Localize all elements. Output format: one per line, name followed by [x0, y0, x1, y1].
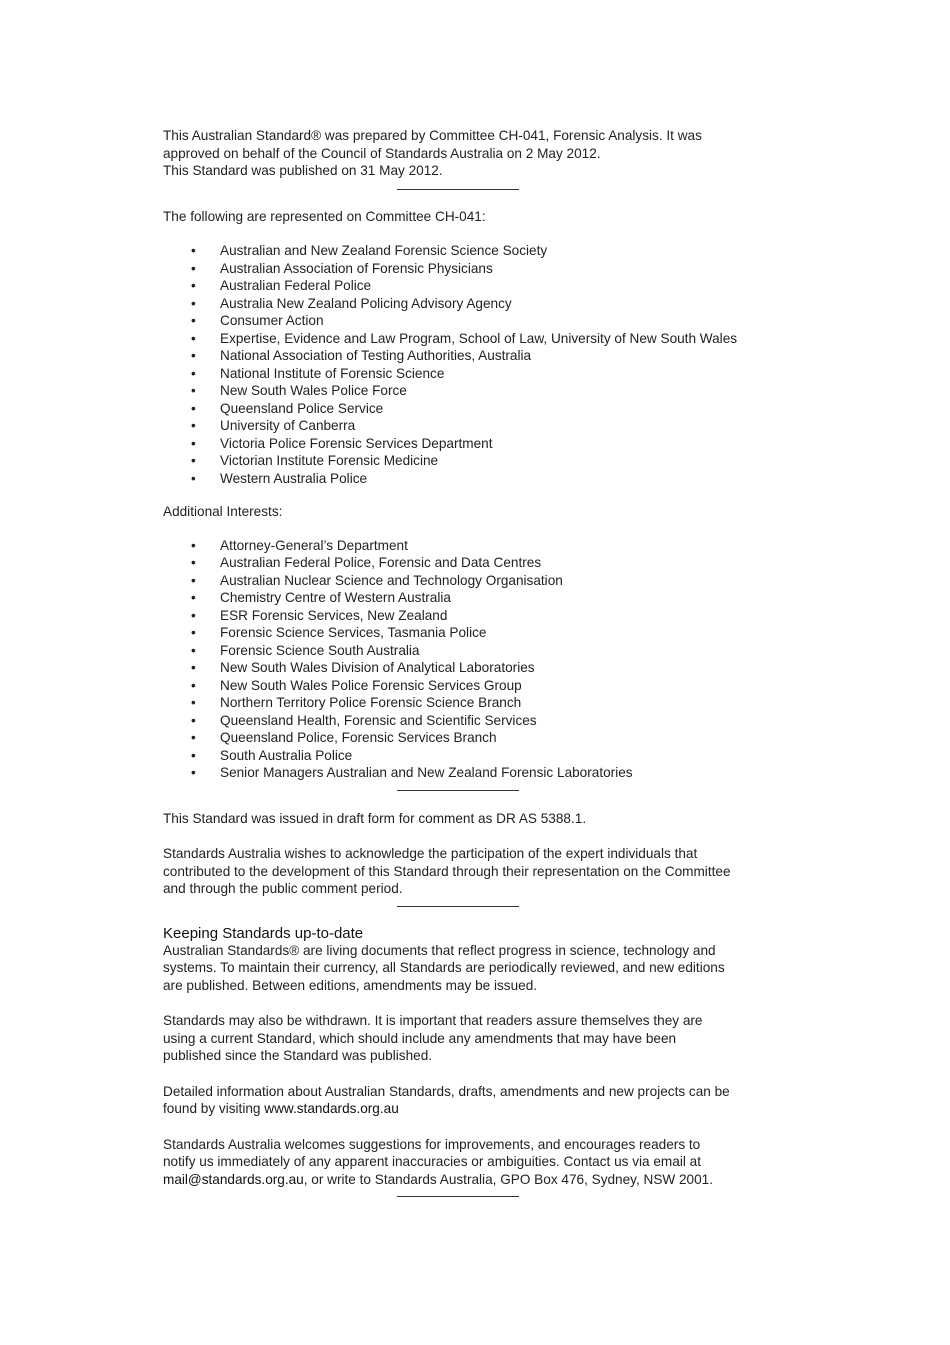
list-item	[163, 242, 763, 260]
committee-member-list	[163, 242, 763, 487]
list-item-text: South Australia Police	[220, 747, 353, 763]
paragraph-line: Detailed information about Australian Standards, drafts, amendments and new projects can be	[163, 1083, 730, 1099]
list-item	[163, 764, 763, 782]
list-item	[163, 712, 763, 730]
list-item	[163, 554, 763, 572]
list-item-text: Attorney-General’s Department	[220, 537, 408, 553]
list-item-text: Queensland Police, Forensic Services Branch	[220, 730, 497, 745]
list-item-text: Australian Federal Police	[220, 278, 372, 293]
keeping-standards-heading: Keeping Standards up-to-date	[163, 924, 364, 942]
paragraph-line: systems. To maintain their currency, all Standards are periodically reviewed, and new editions	[163, 960, 725, 975]
paragraph-line: are published. Between editions, amendments may be issued.	[163, 977, 538, 993]
list-item	[163, 694, 763, 712]
list-item-text: Queensland Police Service	[220, 400, 384, 416]
bullet-icon: •	[191, 313, 196, 328]
list-item	[163, 452, 763, 470]
list-item	[163, 624, 763, 642]
bullet-icon: •	[191, 400, 196, 416]
bullet-icon: •	[191, 453, 196, 468]
list-item-text: Western Australia Police	[220, 470, 368, 486]
acknowledgement-line: Standards Australia wishes to acknowledge the participation of the expert individuals that	[163, 846, 698, 861]
list-item	[163, 312, 763, 330]
bullet-icon: •	[191, 590, 196, 605]
list-item-text: New South Wales Police Forensic Services Group	[220, 677, 522, 693]
list-item	[163, 747, 763, 765]
bullet-icon: •	[191, 537, 196, 553]
list-item-text: Australian Federal Police, Forensic and Data Centres	[220, 555, 542, 570]
paragraph-line: published since the Standard was published.	[163, 1048, 433, 1063]
list-item	[163, 400, 763, 418]
bullet-icon: •	[191, 435, 196, 451]
list-item	[163, 347, 763, 365]
acknowledgement-line: contributed to the development of this Standard through their representation on the Committee	[163, 863, 731, 879]
list-item-text: Queensland Health, Forensic and Scientific Services	[220, 712, 537, 728]
list-item-text: National Institute of Forensic Science	[220, 365, 445, 381]
acknowledgement-line: and through the public comment period.	[163, 881, 403, 896]
bullet-icon: •	[191, 747, 196, 763]
committee-heading: The following are represented on Committee CH-041:	[163, 208, 486, 224]
list-item	[163, 365, 763, 383]
paragraph-line: using a current Standard, which should include any amendments that may have been	[163, 1030, 677, 1046]
paragraph-line: Standards may also be withdrawn. It is important that readers assure themselves they are	[163, 1013, 703, 1028]
list-item	[163, 642, 763, 660]
additional-interests-heading: Additional Interests:	[163, 504, 283, 519]
bullet-icon: •	[191, 470, 196, 486]
list-item-text: Consumer Action	[220, 313, 324, 328]
paragraph-line	[163, 1171, 763, 1189]
list-item	[163, 330, 763, 348]
list-item	[163, 260, 763, 278]
paragraph-line: Standards Australia welcomes suggestions for improvements, and encourages readers to	[163, 1136, 701, 1152]
bullet-icon: •	[191, 260, 196, 276]
additional-interests-list	[163, 537, 763, 782]
list-item	[163, 589, 763, 607]
list-item	[163, 659, 763, 677]
list-item-text: ESR Forensic Services, New Zealand	[220, 607, 448, 623]
list-item	[163, 537, 763, 555]
list-item-text: New South Wales Police Force	[220, 383, 407, 398]
bullet-icon: •	[191, 712, 196, 728]
bullet-icon: •	[191, 348, 196, 363]
keeping-paragraph-3	[163, 1083, 763, 1118]
list-item	[163, 677, 763, 695]
list-item	[163, 729, 763, 747]
email-link[interactable]: mail@standards.org.au	[163, 1171, 304, 1187]
paragraph-line: Australian Standards® are living documents that reflect progress in science, technology and	[163, 942, 716, 958]
acknowledgement-paragraph	[163, 845, 763, 898]
intro-line: This Standard was published on 31 May 2012.	[163, 163, 443, 178]
section-divider	[397, 1196, 519, 1197]
list-item-text: Senior Managers Australian and New Zealand Forensic Laboratories	[220, 765, 633, 780]
bullet-icon: •	[191, 625, 196, 640]
website-link[interactable]: www.standards.org.au	[264, 1101, 399, 1116]
list-item-text: Northern Territory Police Forensic Science Branch	[220, 695, 522, 710]
keeping-paragraph-1	[163, 942, 763, 995]
list-item-text: Expertise, Evidence and Law Program, School of Law, University of New South Wales	[220, 330, 738, 346]
paragraph-line	[163, 1100, 763, 1118]
bullet-icon: •	[191, 642, 196, 658]
website-prefix: found by visiting	[163, 1101, 265, 1116]
list-item-text: Australia New Zealand Policing Advisory Agency	[220, 295, 512, 311]
bullet-icon: •	[191, 418, 196, 433]
list-item-text: Forensic Science Services, Tasmania Police	[220, 625, 487, 640]
bullet-icon: •	[191, 695, 196, 710]
intro-line: approved on behalf of the Council of Standards Australia on 2 May 2012.	[163, 145, 601, 161]
bullet-icon: •	[191, 278, 196, 293]
bullet-icon: •	[191, 677, 196, 693]
list-item-text: National Association of Testing Authorities, Australia	[220, 348, 532, 363]
bullet-icon: •	[191, 383, 196, 398]
list-item-text: Chemistry Centre of Western Australia	[220, 590, 451, 605]
section-divider	[397, 906, 519, 907]
list-item	[163, 572, 763, 590]
bullet-icon: •	[191, 572, 196, 588]
list-item-text: Australian Nuclear Science and Technology Organisation	[220, 572, 563, 588]
list-item-text: Victoria Police Forensic Services Department	[220, 435, 493, 451]
list-item-text: Australian Association of Forensic Physicians	[220, 260, 493, 276]
draft-notice: This Standard was issued in draft form for comment as DR AS 5388.1.	[163, 810, 587, 826]
list-item	[163, 435, 763, 453]
bullet-icon: •	[191, 243, 196, 258]
paragraph-line: notify us immediately of any apparent inaccuracies or ambiguities. Contact us via email at	[163, 1154, 701, 1169]
list-item	[163, 295, 763, 313]
bullet-icon: •	[191, 330, 196, 346]
address-text: , or write to Standards Australia, GPO Box 476, Sydney, NSW 2001.	[303, 1171, 714, 1187]
bullet-icon: •	[191, 607, 196, 623]
bullet-icon: •	[191, 365, 196, 381]
bullet-icon: •	[191, 730, 196, 745]
list-item-text: Forensic Science South Australia	[220, 642, 420, 658]
list-item	[163, 470, 763, 488]
bullet-icon: •	[191, 295, 196, 311]
document-page	[163, 127, 763, 1197]
list-item	[163, 382, 763, 400]
list-item-text: New South Wales Division of Analytical Laboratories	[220, 660, 535, 675]
list-item-text: Australian and New Zealand Forensic Science Society	[220, 243, 548, 258]
keeping-paragraph-4	[163, 1136, 763, 1189]
bullet-icon: •	[191, 555, 196, 570]
list-item	[163, 607, 763, 625]
list-item-text: Victorian Institute Forensic Medicine	[220, 453, 439, 468]
intro-line: This Australian Standard® was prepared by Committee CH-041, Forensic Analysis. It was	[163, 128, 702, 143]
list-item	[163, 417, 763, 435]
bullet-icon: •	[191, 660, 196, 675]
list-item	[163, 277, 763, 295]
intro-paragraph	[163, 127, 763, 180]
bullet-icon: •	[191, 765, 196, 780]
list-item-text: University of Canberra	[220, 418, 356, 433]
section-divider	[397, 790, 519, 791]
section-divider	[397, 189, 519, 190]
keeping-paragraph-2	[163, 1012, 763, 1065]
